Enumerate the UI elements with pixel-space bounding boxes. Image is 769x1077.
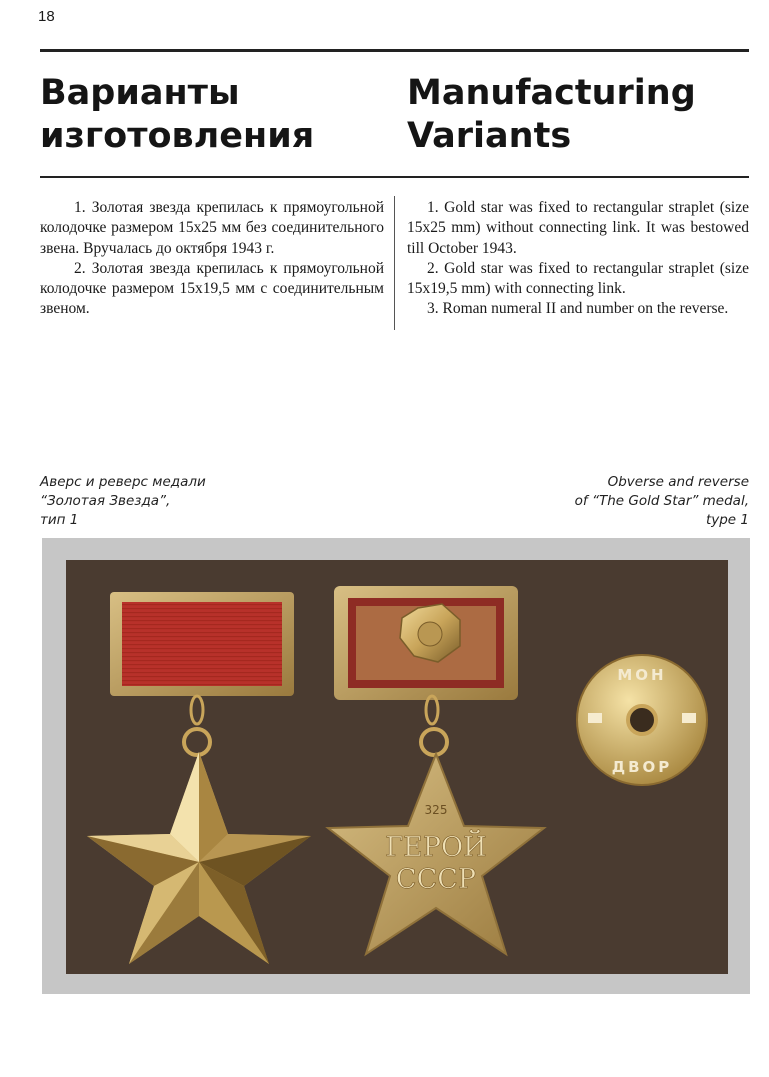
- caption-ru-line-1: Аверс и реверс медали: [40, 474, 206, 490]
- screw-nut: [577, 655, 707, 785]
- english-text-column: [407, 198, 749, 320]
- en-paragraph-1: 1. Gold star was fixed to rectangular straplet (size 15x25 mm) without connecting link. It was bestowed till October 1943.: [407, 199, 749, 257]
- ru-paragraph-1: 1. Золотая звезда крепилась к прямоугольной колодочке размером 15x25 мм без соединительного звена. Вручалась до октября 1943 г.: [40, 199, 384, 257]
- caption-english: [489, 473, 749, 530]
- heading-ru-line-1: Варианты: [40, 73, 240, 113]
- caption-en-line-1: Obverse and reverse: [607, 474, 749, 490]
- star-number: 325: [424, 803, 448, 817]
- caption-ru-line-2: “Золотая Звезда”,: [40, 493, 171, 509]
- reverse-link: [426, 696, 438, 724]
- nut-text-top: МОН: [617, 666, 667, 684]
- heading-rule: [40, 176, 749, 178]
- obverse-straplet: [110, 592, 294, 696]
- obverse-ring: [184, 729, 210, 755]
- obverse-link: [191, 696, 203, 724]
- caption-en-line-3: type 1: [705, 512, 749, 528]
- caption-russian: [40, 473, 280, 530]
- nut-text-bottom: ДВОР: [611, 758, 673, 776]
- heading-english: [407, 72, 749, 158]
- reverse-straplet: [334, 586, 518, 700]
- heading-ru-line-2: изготовления: [40, 116, 315, 156]
- reverse-ring: [421, 729, 447, 755]
- heading-russian: [40, 72, 380, 158]
- heading-en-line-2: Variants: [407, 116, 572, 156]
- en-paragraph-3: 3. Roman numeral II and number on the reverse.: [427, 300, 729, 318]
- ru-paragraph-2: 2. Золотая звезда крепилась к прямоугольной колодочке размером 15x19,5 мм с соединительным звеном.: [40, 259, 384, 318]
- heading-en-line-1: Manufacturing: [407, 73, 696, 113]
- medal-illustration: [66, 560, 728, 974]
- reverse-star: [328, 754, 544, 954]
- top-rule: [40, 49, 749, 52]
- obverse-star: [87, 752, 311, 964]
- russian-text-column: [40, 198, 384, 320]
- page-number: 18: [38, 8, 55, 25]
- star-inscription-line-2: СССР: [395, 864, 477, 895]
- en-paragraph-2: 2. Gold star was fixed to rectangular straplet (size 15x19,5 mm) with connecting link.: [407, 259, 749, 298]
- photo-frame: [42, 538, 750, 994]
- column-divider: [394, 196, 395, 330]
- caption-en-line-2: of “The Gold Star” medal,: [574, 493, 749, 509]
- caption-ru-line-3: тип 1: [40, 512, 79, 528]
- star-inscription-line-1: ГЕРОЙ: [385, 832, 487, 863]
- medal-photo: [66, 560, 728, 974]
